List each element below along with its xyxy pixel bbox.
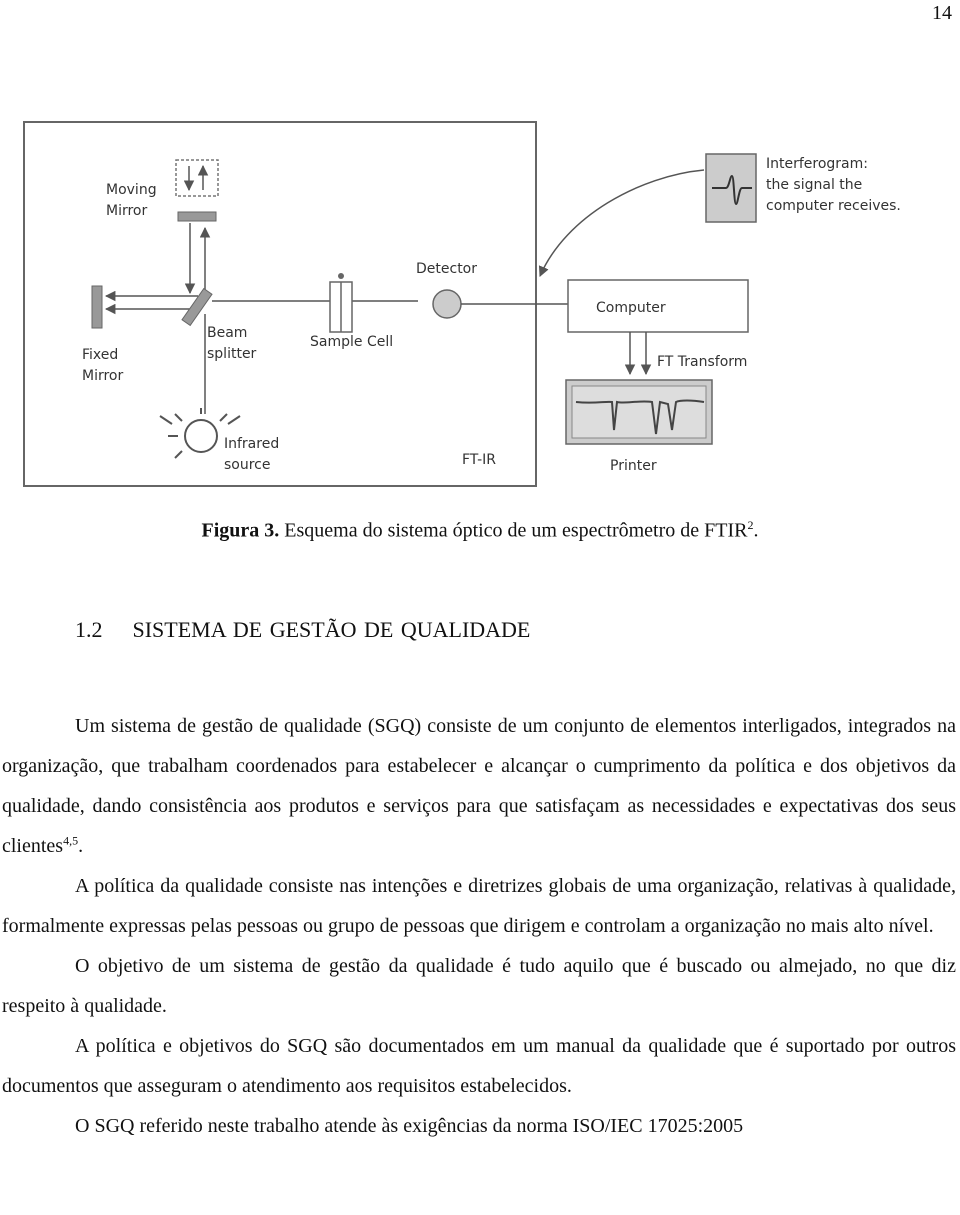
figure-caption: [0, 518, 960, 543]
paragraph-text: O SGQ referido neste trabalho atende às exigências da norma ISO/IEC 17025:2005: [75, 1115, 744, 1137]
paragraph-text: Um sistema de gestão de qualidade (SGQ) consiste de um conjunto de elementos interligados, integrados na organização, que trabalham coordenados para estabelecer e alcançar o cumprimento da política e dos objetivos da qualidade, dando consistência aos produtos e serviços para que satisfaçam as necessidades e expectativas dos seus clientes: [2, 715, 956, 857]
interferogram-label-1: Interferogram:: [766, 156, 868, 172]
paragraph: [2, 1106, 956, 1146]
moving-mirror: [178, 212, 216, 221]
detector-label: Detector: [416, 261, 478, 277]
infrared-source-label-2: source: [224, 457, 271, 473]
section-title: SISTEMA DE GESTÃO DE QUALIDADE: [132, 617, 531, 642]
interferogram-arrow: [540, 170, 704, 276]
printer-label: Printer: [610, 458, 657, 474]
figure-caption-text: Esquema do sistema óptico de um espectrômetro de FTIR: [279, 519, 748, 542]
figure-caption-end: .: [753, 519, 759, 542]
moving-mirror-range: [176, 160, 218, 196]
moving-mirror-label-2: Mirror: [106, 203, 148, 219]
moving-mirror-label-1: Moving: [106, 182, 157, 198]
interferogram-label-3: computer receives.: [766, 198, 901, 214]
paragraph: [2, 1026, 956, 1106]
interferogram-label-2: the signal the: [766, 177, 863, 193]
paragraph: [2, 946, 956, 1026]
paragraph-text: A política e objetivos do SGQ são documentados em um manual da qualidade que é suportado por outros documentos que asseguram o atendimento aos requisitos estabelecidos.: [2, 1035, 956, 1097]
fixed-mirror-label-2: Mirror: [82, 368, 124, 384]
paragraph-end: .: [78, 835, 84, 857]
fixed-mirror-label-1: Fixed: [82, 347, 119, 363]
ftir-figure: [20, 118, 940, 490]
infrared-source: [168, 408, 227, 458]
infrared-source-label-1: Infrared: [224, 436, 280, 452]
computer-label: Computer: [596, 300, 666, 316]
beam-splitter: [182, 289, 212, 326]
ftir-diagram: [20, 118, 940, 490]
paragraph-text: A política da qualidade consiste nas intenções e diretrizes globais de uma organização, relativas à qualidade, formalmente expressas pelas pessoas ou grupo de pessoas que dirigem e controlam a organização no mais alto nível.: [2, 875, 956, 937]
paragraph: [2, 706, 956, 866]
beam-splitter-label-1: Beam: [207, 325, 248, 341]
printer: [566, 380, 712, 444]
detector: [433, 290, 461, 318]
section-heading: [75, 617, 530, 643]
paragraph-text: O objetivo de um sistema de gestão da qualidade é tudo aquilo que é buscado ou almejado, no que diz respeito à qualidade.: [2, 955, 956, 1017]
sample-cell-label: Sample Cell: [310, 334, 394, 350]
section-number: 1.2: [75, 617, 103, 642]
body-text: [2, 706, 956, 1146]
beam-splitter-label-2: splitter: [207, 346, 257, 362]
citation-ref: 4,5: [63, 833, 79, 848]
page-number: 14: [932, 2, 952, 24]
figure-caption-label: Figura 3.: [201, 519, 280, 542]
paragraph: [2, 866, 956, 946]
ftir-label: FT-IR: [462, 452, 496, 468]
fixed-mirror: [92, 286, 102, 328]
figure-caption-ref: 2: [747, 518, 754, 532]
ft-transform-label: FT Transform: [657, 354, 748, 370]
